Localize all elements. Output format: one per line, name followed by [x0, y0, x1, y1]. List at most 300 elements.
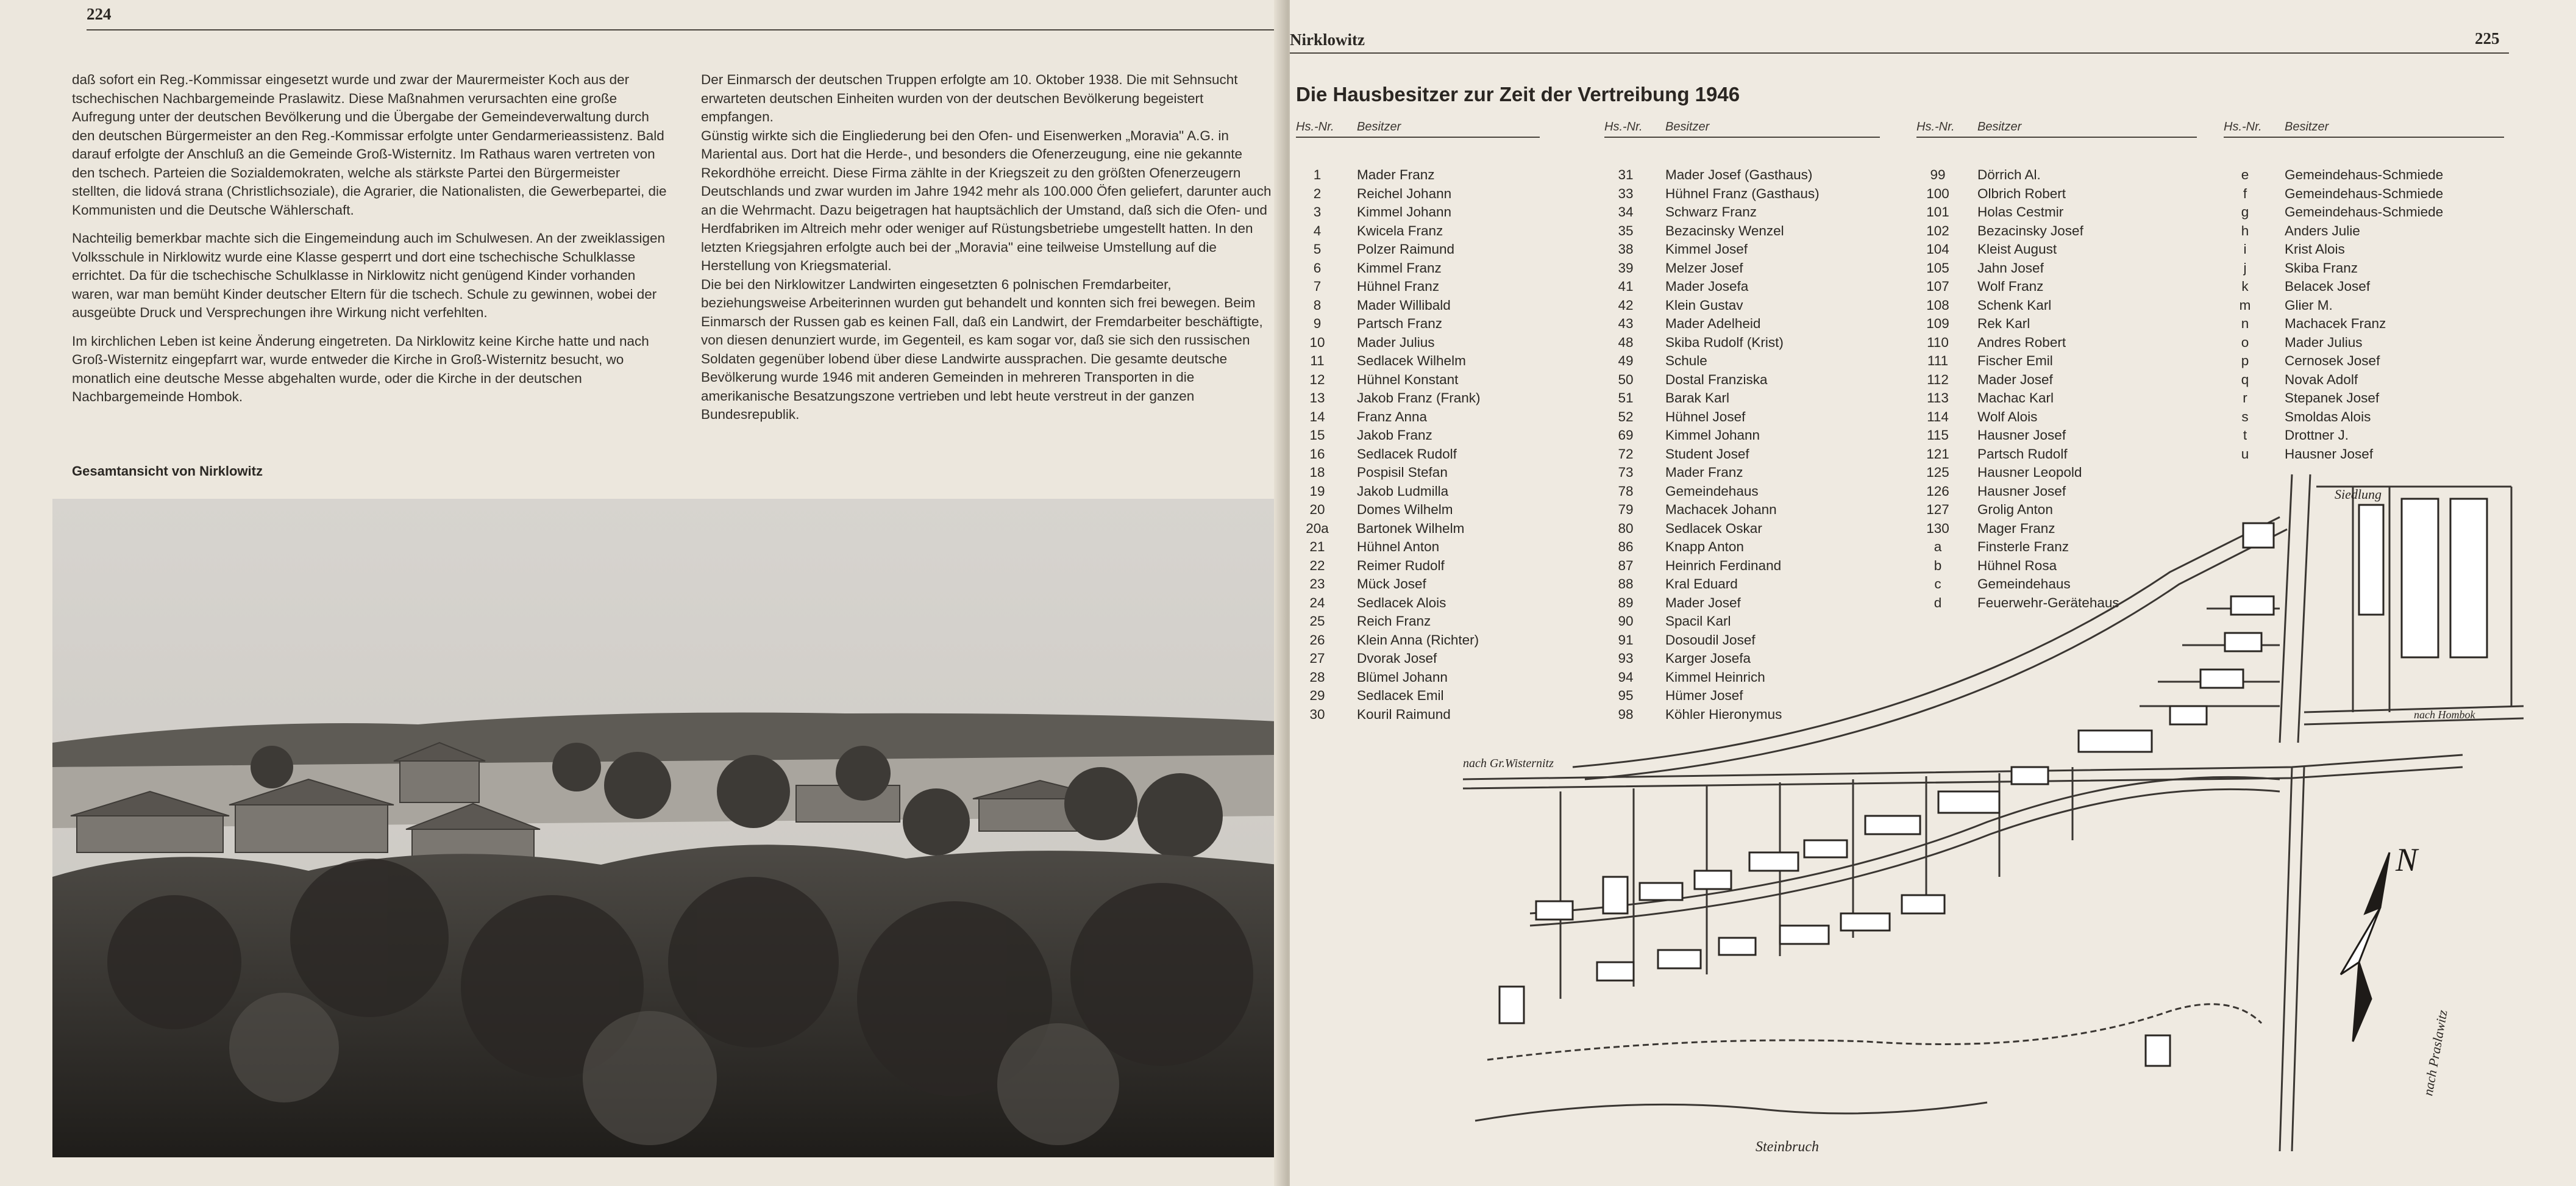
house-number: 1 — [1313, 167, 1322, 182]
house-number: f — [2243, 185, 2247, 201]
owner-name: Knapp Anton — [1665, 539, 1744, 554]
house-number: 52 — [1618, 409, 1634, 424]
header-nr: Hs.-Nr. — [1916, 120, 1955, 134]
house-number: 3 — [1313, 204, 1322, 220]
house-number: 20 — [1309, 502, 1325, 517]
house-number: 121 — [1926, 446, 1949, 462]
table-row — [2224, 166, 2504, 185]
owner-name: Klein Anna (Richter) — [1357, 632, 1479, 648]
house-number: m — [2239, 297, 2251, 313]
table-row — [1916, 240, 2197, 259]
table-row — [1604, 277, 1880, 296]
map-label-praslawitz: nach Praslawitz — [2420, 1009, 2450, 1097]
owner-name: Reichel Johann — [1357, 185, 1452, 201]
owner-name: Schwarz Franz — [1665, 204, 1757, 220]
table-row — [1916, 259, 2197, 278]
house-number: 114 — [1927, 409, 1949, 424]
owner-rows — [2224, 166, 2504, 463]
house-number: 112 — [1927, 371, 1949, 387]
house-number: p — [2241, 353, 2249, 368]
table-row — [2224, 185, 2504, 204]
house-number: 16 — [1309, 446, 1325, 462]
table-row — [1604, 240, 1880, 259]
owner-name: Jakob Franz — [1357, 427, 1432, 443]
owner-name: Franz Anna — [1357, 409, 1428, 424]
header-nr: Hs.-Nr. — [1296, 120, 1334, 134]
header-owner: Besitzer — [1977, 120, 2022, 134]
house-number: 130 — [1926, 520, 1949, 536]
house-number: 29 — [1309, 688, 1325, 703]
table-row — [1604, 185, 1880, 204]
owner-name: Domes Wilhelm — [1357, 502, 1453, 517]
page-number-right: 225 — [2475, 29, 2500, 48]
owner-name: Glier M. — [2285, 297, 2333, 313]
paragraph: daß sofort ein Reg.-Kommissar eingesetzt wurde und zwar der Maurermeister Koch aus der tschechischen Nachbargemeinde Praslawitz. Diese Maßnahmen verursachten eine große Aufregung unter der deutschen Bevölkerung und die Übergabe der Gemeindeverwaltung durch den deutschen Bürgermeister an den Reg.-Kommissar erfolgte unter Gendarmerieassistenz. Bald darauf erfolgte der Anschluß an die Gemeinde Groß-Wisternitz. Im Rathaus waren vertreten von den tschech. Parteien die Sozialdemokraten, welche als stärkste Partei den Bürgermeister stellten, die lidová strana (Christlichsoziale), die Agrarier, die Nationalisten, die Gewerbepartei, die Kommunisten und die Deutsche Wählerschaft. — [72, 72, 667, 218]
owner-name: Skiba Rudolf (Krist) — [1665, 334, 1784, 350]
house-number: 31 — [1618, 167, 1634, 182]
owner-name: Partsch Franz — [1357, 316, 1443, 331]
owner-name: Reimer Rudolf — [1357, 557, 1445, 573]
owner-name: Dörrich Al. — [1977, 167, 2041, 182]
owner-name: Stepanek Josef — [2285, 390, 2380, 405]
table-row — [1916, 185, 2197, 204]
owner-name: Krist Alois — [2285, 241, 2345, 257]
owner-name: Kimmel Josef — [1665, 241, 1748, 257]
house-number: 6 — [1313, 260, 1322, 276]
map-label-siedlung: Siedlung — [2335, 487, 2382, 502]
text-column-2 — [701, 71, 1277, 434]
owner-name: Sedlacek Emil — [1357, 688, 1444, 703]
owner-name: Rek Karl — [1977, 316, 2030, 331]
header-nr: Hs.-Nr. — [1604, 120, 1643, 134]
owner-name: Bezacinsky Josef — [1977, 223, 2083, 238]
house-number: 93 — [1618, 651, 1634, 666]
house-number: 91 — [1618, 632, 1634, 648]
owner-name: Anders Julie — [2285, 223, 2360, 238]
owner-name: Kimmel Franz — [1357, 260, 1442, 276]
owner-name: Heinrich Ferdinand — [1665, 557, 1782, 573]
house-number: d — [1934, 595, 1942, 610]
owner-name: Kimmel Johann — [1357, 204, 1452, 220]
header-rule-left — [87, 29, 1281, 30]
owner-name: Jahn Josef — [1977, 260, 2044, 276]
table-row — [1296, 334, 1540, 352]
house-number: j — [2243, 260, 2247, 276]
house-number: 7 — [1313, 279, 1322, 294]
owner-name: Cernosek Josef — [2285, 353, 2380, 368]
header-owner: Besitzer — [2285, 120, 2329, 134]
house-number: 104 — [1926, 241, 1949, 257]
table-row — [1604, 352, 1880, 371]
owner-name: Hühnel Rosa — [1977, 557, 2057, 573]
table-row — [1296, 389, 1540, 408]
table-row — [1604, 222, 1880, 241]
village-photo — [52, 499, 1278, 1157]
table-row — [1916, 203, 2197, 222]
house-number: 110 — [1927, 334, 1949, 350]
table-row — [1916, 389, 2197, 408]
header-nr: Hs.-Nr. — [2224, 120, 2262, 134]
map-label-steinbruch: Steinbruch — [1756, 1139, 1819, 1155]
house-number: 28 — [1309, 669, 1325, 685]
table-row — [1916, 352, 2197, 371]
owner-name: Mader Adelheid — [1665, 316, 1761, 331]
house-number: 23 — [1309, 576, 1325, 591]
table-row — [2224, 426, 2504, 445]
house-number: 113 — [1927, 390, 1949, 405]
house-number: 50 — [1618, 371, 1634, 387]
house-number: h — [2241, 223, 2249, 238]
owner-name: Mader Josef — [1665, 595, 1741, 610]
owner-name: Kimmel Johann — [1665, 427, 1760, 443]
owner-name: Hausner Josef — [2285, 446, 2374, 462]
owner-name: Hühnel Anton — [1357, 539, 1440, 554]
owner-name: Dosoudil Josef — [1665, 632, 1756, 648]
house-number: n — [2241, 316, 2249, 331]
house-number: 78 — [1618, 483, 1634, 499]
house-number: 109 — [1926, 316, 1949, 331]
table-row — [1604, 315, 1880, 334]
owner-name: Mader Willibald — [1357, 297, 1451, 313]
owner-name: Hausner Josef — [1977, 427, 2066, 443]
house-number: 34 — [1618, 204, 1634, 220]
table-row — [1604, 389, 1880, 408]
table-row — [1296, 277, 1540, 296]
owner-name: Wolf Alois — [1977, 409, 2038, 424]
owner-name: Mader Julius — [1357, 334, 1435, 350]
owner-name: Belacek Josef — [2285, 279, 2371, 294]
owner-name: Mader Josef — [1977, 371, 2053, 387]
table-row — [1296, 259, 1540, 278]
house-number: 86 — [1618, 539, 1634, 554]
house-number: 35 — [1618, 223, 1634, 238]
house-number: 41 — [1618, 279, 1634, 294]
table-row — [1604, 426, 1880, 445]
photo-image — [52, 499, 1278, 1157]
text-column-1 — [72, 71, 671, 416]
table-row — [2224, 315, 2504, 334]
table-row — [1916, 315, 2197, 334]
owner-name: Köhler Hieronymus — [1665, 706, 1782, 722]
house-number: 14 — [1309, 409, 1325, 424]
owner-name: Hausner Josef — [1977, 483, 2066, 499]
paragraph: Günstig wirkte sich die Eingliederung bei den Ofen- und Eisenwerken „Moravia" A.G. in Mariental aus. Dort hat die Herde-, und besonders die Ofenerzeugung, eine nie gekannte Rekordhöhe erreicht. Diese Firma zählte in der Kriegszeit zu den größten Ofenerzeugern Deutschlands und zwar wurden im Jahre 1942 mehr als 100.000 Öfen geliefert, darunter auch an die Wehrmacht. Dazu beigetragen hat hauptsächlich der Umstand, daß sich die Ofen- und Herdfabriken im Altreich mehr oder weniger auf Rüstungsbetriebe umgestellt hatten. In den letzten Kriegsjahren erfolgte auch bei der „Moravia" eine teilweise Umstellung auf die Herstellung von Kriegsmaterial. — [701, 127, 1272, 273]
table-row — [1916, 426, 2197, 445]
owner-name: Polzer Raimund — [1357, 241, 1455, 257]
house-number: u — [2241, 446, 2249, 462]
house-number: 101 — [1926, 204, 1949, 220]
owner-name: Mück Josef — [1357, 576, 1426, 591]
owner-name: Hühnel Franz — [1357, 279, 1440, 294]
house-number: 22 — [1309, 557, 1325, 573]
owner-name: Smoldas Alois — [2285, 409, 2371, 424]
table-row — [2224, 389, 2504, 408]
house-number: 127 — [1926, 502, 1949, 517]
house-number: 100 — [1926, 185, 1949, 201]
table-row — [1296, 408, 1540, 427]
owner-name: Feuerwehr-Gerätehaus — [1977, 595, 2119, 610]
house-number: 11 — [1310, 353, 1325, 368]
house-number: 13 — [1309, 390, 1325, 405]
owner-name: Dvorak Josef — [1357, 651, 1437, 666]
owner-name: Hümer Josef — [1665, 688, 1743, 703]
house-number: a — [1934, 539, 1942, 554]
header-owner: Besitzer — [1665, 120, 1710, 134]
owner-name: Sedlacek Wilhelm — [1357, 353, 1466, 368]
house-number: g — [2241, 204, 2249, 220]
owner-name: Pospisil Stefan — [1357, 465, 1448, 480]
owner-name: Partsch Rudolf — [1977, 446, 2068, 462]
owner-name: Machac Karl — [1977, 390, 2054, 405]
house-number: 8 — [1313, 297, 1322, 313]
header-owner: Besitzer — [1357, 120, 1401, 134]
owner-name: Schule — [1665, 353, 1707, 368]
owner-name: Sedlacek Oskar — [1665, 520, 1762, 536]
owner-name: Finsterle Franz — [1977, 539, 2069, 554]
owner-name: Holas Cestmir — [1977, 204, 2064, 220]
house-number: 105 — [1926, 260, 1949, 276]
owner-name: Mager Franz — [1977, 520, 2055, 536]
house-number: 26 — [1309, 632, 1325, 648]
table-row — [2224, 277, 2504, 296]
table-row — [1916, 408, 2197, 427]
table-row — [1916, 296, 2197, 315]
owner-name: Mader Julius — [2285, 334, 2363, 350]
house-number: 25 — [1309, 613, 1325, 629]
table-header — [1296, 115, 1540, 138]
house-number: 49 — [1618, 353, 1634, 368]
house-number: 2 — [1313, 185, 1322, 201]
table-row — [1604, 408, 1880, 427]
owner-name: Melzer Josef — [1665, 260, 1743, 276]
table-row — [2224, 371, 2504, 390]
table-row — [1916, 334, 2197, 352]
running-head: Nirklowitz — [1290, 30, 1365, 49]
owner-name: Machacek Franz — [2285, 316, 2386, 331]
owner-name: Drottner J. — [2285, 427, 2349, 443]
owner-name: Hühnel Konstant — [1357, 371, 1459, 387]
house-number: 20a — [1306, 520, 1329, 536]
table-row — [2224, 334, 2504, 352]
table-row — [2224, 259, 2504, 278]
map-drawing — [1439, 450, 2524, 1163]
owner-name: Gemeindehaus-Schmiede — [2285, 204, 2444, 220]
owner-name: Mader Franz — [1357, 167, 1435, 182]
owner-name: Mader Franz — [1665, 465, 1743, 480]
table-row — [1296, 426, 1540, 445]
house-number: 30 — [1309, 706, 1325, 722]
house-number: 108 — [1926, 297, 1949, 313]
map-label-wisternitz: nach Gr.Wisternitz — [1463, 757, 1554, 770]
house-number: r — [2243, 390, 2247, 405]
house-number: i — [2243, 241, 2247, 257]
table-header — [2224, 115, 2504, 138]
owner-name: Bezacinsky Wenzel — [1665, 223, 1784, 238]
owner-name: Olbrich Robert — [1977, 185, 2066, 201]
house-number: 88 — [1618, 576, 1634, 591]
table-row — [1296, 240, 1540, 259]
map-label-hombok: nach Hombok — [2414, 709, 2475, 721]
house-number: 51 — [1618, 390, 1634, 405]
house-number: 95 — [1618, 688, 1634, 703]
house-number: 90 — [1618, 613, 1634, 629]
village-map — [1439, 450, 2524, 1163]
table-header — [1916, 115, 2197, 138]
table-row — [1296, 352, 1540, 371]
owner-name: Kleist August — [1977, 241, 2057, 257]
table-row — [2224, 203, 2504, 222]
table-row — [1604, 203, 1880, 222]
house-number: 24 — [1309, 595, 1325, 610]
owner-name: Grolig Anton — [1977, 502, 2053, 517]
owner-name: Mader Josefa — [1665, 279, 1749, 294]
house-number: 125 — [1926, 465, 1949, 480]
table-row — [1604, 296, 1880, 315]
table-row — [1916, 222, 2197, 241]
house-number: c — [1934, 576, 1941, 591]
owner-name: Sedlacek Alois — [1357, 595, 1446, 610]
paragraph: Nachteilig bemerkbar machte sich die Eingemeindung auch im Schulwesen. An der zweiklassigen Volksschule in Nirklowitz wurde eine Klasse gesperrt und dort eine tschechische Schulklasse errichtet. Da für die tschechische Schulklasse in Nirklowitz nicht genügend Kinder vorhanden waren, war man bemüht Kinder deutscher Eltern für die tschech. Schule zu gewinnen, wobei der ausgeübte Druck und Versprechungen ihre Wirkung nicht verfehlten. — [72, 230, 666, 320]
owner-name: Mader Josef (Gasthaus) — [1665, 167, 1813, 182]
paragraph: Der Einmarsch der deutschen Truppen erfolgte am 10. Oktober 1938. Die mit Sehnsucht erwarteten deutschen Einheiten wurden von der deutschen Bevölkerung begeistert empfangen. — [701, 72, 1238, 124]
house-number: 5 — [1313, 241, 1322, 257]
table-row — [1296, 203, 1540, 222]
owner-name: Schenk Karl — [1977, 297, 2052, 313]
house-number: 79 — [1618, 502, 1634, 517]
house-number: 80 — [1618, 520, 1634, 536]
page-number-left: 224 — [87, 5, 112, 23]
owner-name: Kouril Raimund — [1357, 706, 1451, 722]
table-row — [2224, 296, 2504, 315]
house-number: 33 — [1618, 185, 1634, 201]
owner-name: Novak Adolf — [2285, 371, 2358, 387]
house-number: b — [1934, 557, 1942, 573]
owner-name: Fischer Emil — [1977, 353, 2053, 368]
table-header — [1604, 115, 1880, 138]
table-row — [1296, 296, 1540, 315]
owner-name: Karger Josefa — [1665, 651, 1751, 666]
house-number: 27 — [1309, 651, 1325, 666]
house-number: 10 — [1309, 334, 1325, 350]
house-number: 43 — [1618, 316, 1634, 331]
house-number: e — [2241, 167, 2249, 182]
owner-name: Hühnel Franz (Gasthaus) — [1665, 185, 1820, 201]
table-row — [1916, 371, 2197, 390]
owner-name: Blümel Johann — [1357, 669, 1448, 685]
house-number: 87 — [1618, 557, 1634, 573]
house-number: 107 — [1926, 279, 1949, 294]
table-row — [1916, 166, 2197, 185]
table-row — [1916, 277, 2197, 296]
owner-name: Kimmel Heinrich — [1665, 669, 1765, 685]
owner-name: Gemeindehaus-Schmiede — [2285, 185, 2444, 201]
owner-name: Hühnel Josef — [1665, 409, 1746, 424]
owner-name: Student Josef — [1665, 446, 1749, 462]
table-row — [1296, 371, 1540, 390]
north-label: N — [2396, 841, 2418, 878]
house-number: 4 — [1313, 223, 1322, 238]
table-row — [1296, 166, 1540, 185]
paragraph: Die bei den Nirklowitzer Landwirten eingesetzten 6 polnischen Fremdarbeiter, beziehungsweise Arbeiterinnen wurden gut behandelt und konnten sich frei bewegen. Beim Einmarsch der Russen gab es keinen Fall, daß ein Landwirt, der Fremdarbeiter beschäftigte, von diesen denunziert wurde, im Gegenteil, es kam sogar vor, daß sie sich den russischen Soldaten gegenüber lobend über diese Landwirte aussprachen. Die gesamte deutsche Bevölkerung wurde 1946 mit anderen Gemeinden in mehreren Transporten in die amerikanische Besatzungszone vertrieben und lebt heute verstreut in der ganzen Bundesrepublik. — [701, 276, 1263, 422]
owner-name: Klein Gustav — [1665, 297, 1743, 313]
owner-name: Gemeindehaus — [1665, 483, 1759, 499]
table-row — [1604, 259, 1880, 278]
owner-name: Dostal Franziska — [1665, 371, 1768, 387]
owner-name: Jakob Ludmilla — [1357, 483, 1449, 499]
house-number: 21 — [1309, 539, 1325, 554]
owner-name: Bartonek Wilhelm — [1357, 520, 1465, 536]
house-number: 19 — [1309, 483, 1325, 499]
paragraph: Im kirchlichen Leben ist keine Änderung eingetreten. Da Nirklowitz keine Kirche hatte und nach Groß-Wisternitz eingepfarrt war, wurde entweder die Kirche in Groß-Wisternitz besucht, wo monatlich eine deutsche Messe abgehalten wurde, oder die Kirche in der deutschen Nachbargemeinde Hombok. — [72, 333, 649, 404]
photo-caption: Gesamtansicht von Nirklowitz — [72, 463, 263, 479]
owner-name: Kwicela Franz — [1357, 223, 1443, 238]
owner-name: Machacek Johann — [1665, 502, 1777, 517]
owners-column-4 — [2224, 115, 2504, 463]
left-page — [0, 0, 1286, 1186]
owner-name: Gemeindehaus-Schmiede — [2285, 167, 2444, 182]
table-row — [1604, 166, 1880, 185]
owner-name: Kral Eduard — [1665, 576, 1738, 591]
house-number: 18 — [1309, 465, 1325, 480]
house-number: k — [2241, 279, 2249, 294]
table-row — [2224, 352, 2504, 371]
house-number: 126 — [1926, 483, 1949, 499]
owner-name: Wolf Franz — [1977, 279, 2044, 294]
house-number: 42 — [1618, 297, 1634, 313]
house-number: 39 — [1618, 260, 1634, 276]
table-row — [2224, 240, 2504, 259]
house-number: 72 — [1618, 446, 1634, 462]
house-number: 69 — [1618, 427, 1634, 443]
table-row — [2224, 222, 2504, 241]
owner-name: Hausner Leopold — [1977, 465, 2082, 480]
owner-name: Gemeindehaus — [1977, 576, 2071, 591]
house-number: 15 — [1309, 427, 1325, 443]
table-row — [1296, 315, 1540, 334]
house-number: s — [2241, 409, 2249, 424]
house-number: 102 — [1926, 223, 1949, 238]
owner-name: Andres Robert — [1977, 334, 2066, 350]
table-row — [2224, 408, 2504, 427]
table-row — [1296, 222, 1540, 241]
house-number: 94 — [1618, 669, 1634, 685]
house-number: t — [2243, 427, 2247, 443]
table-title: Die Hausbesitzer zur Zeit der Vertreibung 1946 — [1296, 83, 1740, 105]
house-number: o — [2241, 334, 2249, 350]
house-number: 48 — [1618, 334, 1634, 350]
table-row — [1604, 371, 1880, 390]
header-rule-right — [1290, 52, 2509, 54]
house-number: 12 — [1309, 371, 1325, 387]
house-number: 89 — [1618, 595, 1634, 610]
owner-name: Jakob Franz (Frank) — [1357, 390, 1481, 405]
owner-name: Skiba Franz — [2285, 260, 2358, 276]
owner-name: Spacil Karl — [1665, 613, 1731, 629]
house-number: 73 — [1618, 465, 1634, 480]
table-row — [1296, 185, 1540, 204]
house-number: 99 — [1930, 167, 1946, 182]
owner-name: Reich Franz — [1357, 613, 1431, 629]
house-number: 115 — [1927, 427, 1949, 443]
house-number: 38 — [1618, 241, 1634, 257]
table-row — [1604, 334, 1880, 352]
house-number: 98 — [1618, 706, 1634, 722]
house-number: 9 — [1313, 316, 1322, 331]
owner-name: Sedlacek Rudolf — [1357, 446, 1457, 462]
house-number: q — [2241, 371, 2249, 387]
house-number: 111 — [1927, 353, 1949, 368]
owner-name: Barak Karl — [1665, 390, 1730, 405]
